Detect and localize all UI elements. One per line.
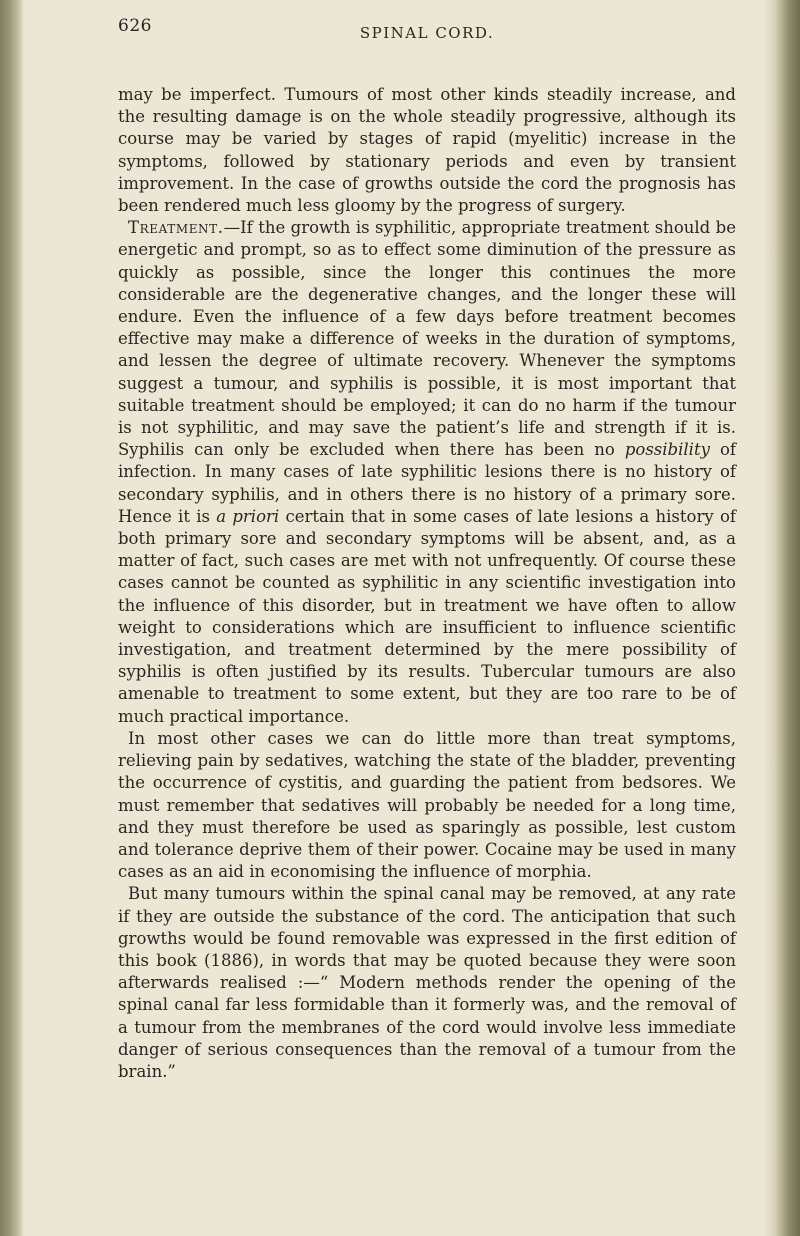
running-head: SPINAL CORD. xyxy=(359,24,495,42)
italic-text: possibility xyxy=(624,440,710,460)
paragraph xyxy=(118,217,736,728)
paragraph xyxy=(118,728,736,883)
section-heading-treatment: Treatment. xyxy=(128,218,224,238)
italic-text: a priori xyxy=(216,506,280,526)
book-page xyxy=(118,0,736,1236)
page-number: 626 xyxy=(118,16,152,36)
paragraph xyxy=(118,84,736,217)
text-run: But many tumours within the spinal canal may be removed, at any rate if they are outside the substance of the cord. The anticipation that such growths would be found removable was expressed in the first edition of this book (1886), in words that may be quoted because they were soon afterwards realised :—“ Modern methods render the opening of the spinal canal far less formidable than it formerly was, and the removal of a tumour from the membranes of the cord would involve less immediate danger of serious consequences than the removal of a tumour from the brain.” xyxy=(118,884,736,1081)
text-run: —If the growth is syphilitic, appropriate treatment should be energetic and prompt, so as to effect some diminution of the pressure as quickly as possible, since the longer this continues the more considerable are the degenerative changes, and the longer these will endure. Even the influence of a few days before treatment becomes effective may make a difference of weeks in the duration of symptoms, and lessen the degree of ultimate recovery. Whenever the symptoms suggest a tumour, and syphilis is possible, it is most important that suitable treatment should be employed; it can do no harm if the tumour is not syphilitic, and may save the patient’s life and strength if it is. Syphilis can only be excluded when there has been no xyxy=(118,218,736,460)
left-page-gutter xyxy=(0,0,24,1236)
text-run: of infection. In many cases of late syphilitic lesions there is no history of secondary syphilis, and in others there is no history of a primary sore. Hence it is xyxy=(118,440,736,526)
paragraph xyxy=(118,883,736,1083)
text-run: certain that in some cases of late lesions a history of both primary sore and secondary symptoms will be absent, and, as a matter of fact, such cases are met with not unfrequently. Of course these cases cannot be counted as syphilitic in any scientific investigation into the influence of this disorder, but in treatment we have often to allow weight to considerations which are insufficient to influence scientific investigation, and treatment determined by the mere possibility of syphilis is often justified by its results. Tubercular tumours are also amenable to treatment to some extent, but they are too rare to be of much practical importance. xyxy=(118,506,736,726)
text-run: may be imperfect. Tumours of most other kinds steadily increase, and the resulting damage is on the whole steadily progressive, although its course may be varied by stages of rapid (myelitic) increase in the symptoms, followed by stationary periods and even by transient improvement. In the case of growths outside the cord the prognosis has been rendered much less gloomy by the progress of surgery. xyxy=(118,85,736,216)
text-run: In most other cases we can do little more than treat symptoms, relieving pain by sedatives, watching the state of the bladder, preventing the occurrence of cystitis, and guarding the patient from bedsores. We must remember that sedatives will probably be needed for a long time, and they must therefore be used as sparingly as possible, lest custom and tolerance deprive them of their power. Cocaine may be used in many cases as an aid in economising the influence of morphia. xyxy=(118,728,736,882)
right-page-edge xyxy=(764,0,800,1236)
body-text xyxy=(118,84,736,1083)
